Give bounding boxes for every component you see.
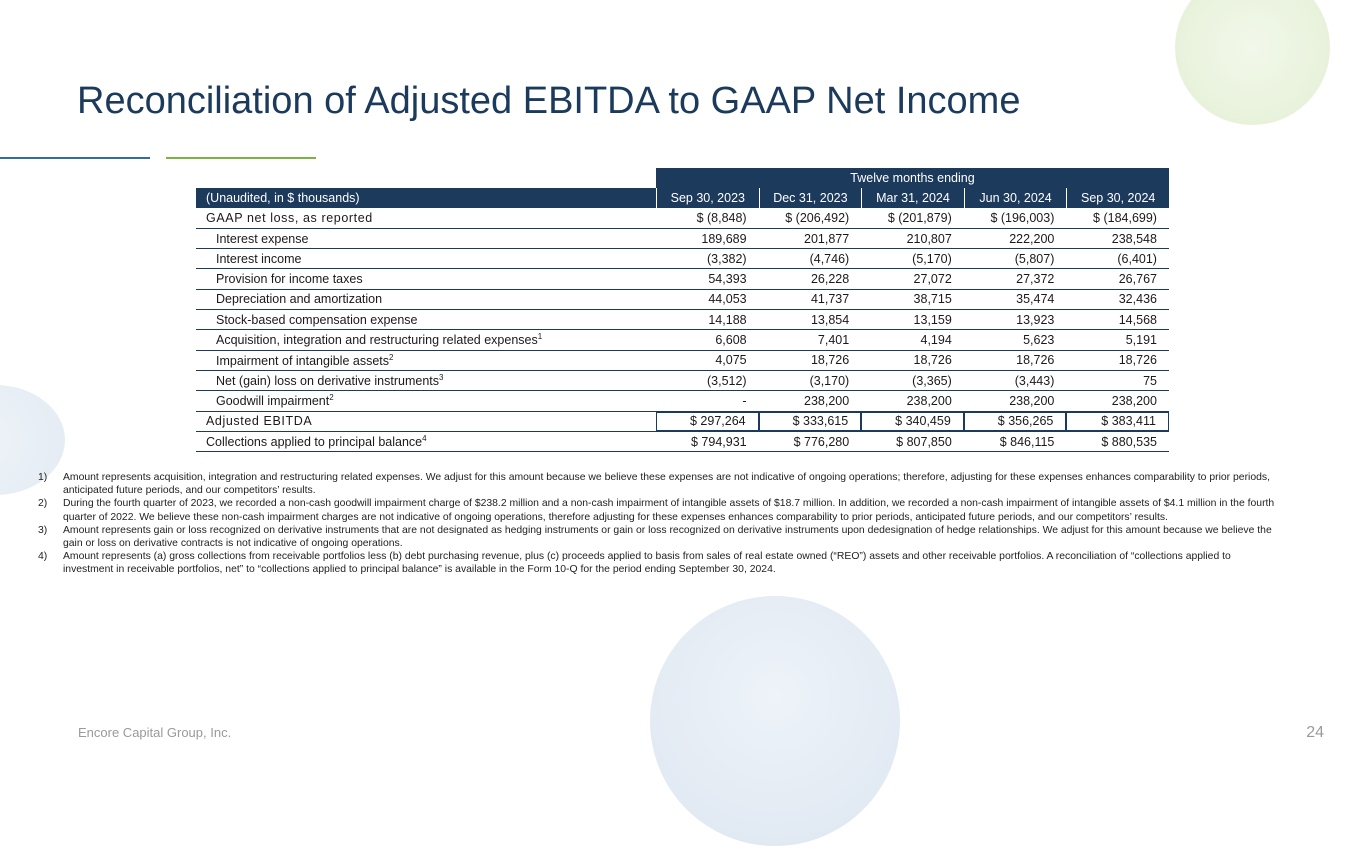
- table-cell: $ 846,115: [999, 434, 1055, 449]
- table-cell: 14,188: [708, 312, 747, 327]
- table-cell: 75: [1143, 373, 1157, 388]
- footnote: [38, 550, 1278, 576]
- table-row: [196, 249, 1169, 269]
- row-label-text: Provision for income taxes: [216, 272, 363, 287]
- row-label-text: Interest income: [216, 251, 302, 266]
- table-cell: (3,382): [706, 251, 747, 266]
- table-row: [196, 391, 1169, 411]
- footnotes: [38, 471, 1278, 577]
- row-label: [196, 332, 656, 347]
- title-underline-blue: [0, 157, 150, 159]
- column-header: Jun 30, 2024: [964, 188, 1067, 207]
- column-header: Dec 31, 2023: [759, 188, 862, 207]
- row-label-text: Goodwill impairment: [216, 394, 330, 409]
- footnote: [38, 497, 1278, 523]
- table-cell: 18,726: [810, 353, 850, 368]
- decorative-circle-bottom: [650, 596, 900, 846]
- row-label-text: Adjusted EBITDA: [206, 414, 313, 429]
- table-cell: $ 340,459: [861, 412, 964, 431]
- table-cell: 13,854: [810, 312, 850, 327]
- table-cell: (3,365): [912, 373, 952, 388]
- table-cell: 238,200: [906, 393, 952, 408]
- title-underline-green: [166, 157, 316, 159]
- table-cell: 238,548: [1111, 231, 1157, 246]
- table-cell: 238,200: [804, 393, 850, 408]
- table-cell: 27,072: [913, 272, 952, 287]
- table-cell: (3,512): [706, 373, 747, 388]
- table-cell: 26,228: [810, 272, 850, 287]
- table-cell: 238,200: [1111, 393, 1157, 408]
- table-cell: 210,807: [906, 231, 952, 246]
- table-row: [196, 229, 1169, 249]
- row-label: [196, 272, 656, 286]
- table-cell: 26,767: [1118, 272, 1157, 287]
- table-cell: $ 776,280: [793, 434, 850, 449]
- column-header: Sep 30, 2024: [1066, 188, 1169, 207]
- row-label: [196, 353, 656, 368]
- row-label-text: Net (gain) loss on derivative instruments: [216, 374, 440, 389]
- row-label: [196, 211, 656, 225]
- row-label-text: Depreciation and amortization: [216, 292, 383, 307]
- footnote-text: Amount represents gain or loss recognized on derivative instruments that are not designated as hedging instruments or gain or loss recognized on derivative instruments upon dedesignation of hedge relationships. We adjust for this amount because we believe the gain or loss on derivative contracts is not indicative of ongoing operations.: [63, 524, 1272, 550]
- row-label: [196, 414, 656, 428]
- row-label-text: Interest expense: [216, 231, 309, 246]
- footnote-ref: 3: [439, 373, 444, 383]
- table-row: [196, 371, 1169, 391]
- table-cell: (5,807): [1014, 251, 1055, 266]
- table-cell: $ 356,265: [964, 412, 1067, 431]
- row-label-text: Collections applied to principal balance: [206, 435, 423, 450]
- footnote-ref: 4: [422, 433, 427, 443]
- table-cell: 238,200: [1009, 393, 1055, 408]
- table-cell: 32,436: [1118, 292, 1157, 307]
- stub-header: (Unaudited, in $ thousands): [206, 190, 360, 205]
- table-cell: 44,053: [708, 292, 747, 307]
- table-cell: (3,170): [809, 373, 850, 388]
- table-cell: 35,474: [1016, 292, 1055, 307]
- table-cell: 14,568: [1118, 312, 1157, 327]
- table-cell: (5,170): [912, 251, 952, 266]
- footnote-ref: 2: [389, 352, 394, 362]
- table-cell: 5,623: [1023, 333, 1055, 348]
- table-cell: $ 383,411: [1066, 412, 1169, 431]
- row-label: [196, 373, 656, 388]
- footnote-text: Amount represents (a) gross collections from receivable portfolios less (b) debt purchasing revenue, plus (c) proceeds applied to basis from sales of real estate owned (“REO”) assets and other receivable portfolios. A reconciliation of “collections applied to investment in receivable portfolios, net” to “collections applied to principal balance” is available in the Form 10-Q for the period ending September 30, 2024.: [63, 551, 1231, 576]
- table-cell: 18,726: [1118, 353, 1157, 368]
- table-cell: 13,923: [1016, 312, 1055, 327]
- table-cell: 13,159: [913, 312, 952, 327]
- row-label: [196, 313, 656, 327]
- table-cell: 18,726: [913, 353, 952, 368]
- table-group-header-row: [196, 168, 1169, 188]
- table-cell: 4,194: [920, 333, 952, 348]
- row-label-text: GAAP net loss, as reported: [206, 211, 373, 226]
- row-label: [196, 393, 656, 408]
- row-label-text: Stock-based compensation expense: [216, 312, 418, 327]
- footnote-text: Amount represents acquisition, integration and restructuring related expenses. We adjust for this amount because we believe these expenses are not indicative of ongoing operations; therefore, adjusting for these expenses enhances comparability to prior periods, anticipated future periods, and our competitors’ results.: [63, 472, 1270, 497]
- table-row: [196, 310, 1169, 330]
- row-label: [196, 292, 656, 306]
- table-cell: $ 333,615: [759, 412, 862, 431]
- footnote-number: 2): [38, 498, 48, 510]
- table-cell: $ 807,850: [896, 434, 952, 449]
- row-label-text: Impairment of intangible assets: [216, 353, 390, 368]
- footnote: [38, 471, 1278, 497]
- page-title: Reconciliation of Adjusted EBITDA to GAAP Net Income: [77, 80, 1021, 122]
- footnote: [38, 524, 1278, 550]
- footnote-text: During the fourth quarter of 2023, we recorded a non-cash goodwill impairment charge of $238.2 million and a non-cash impairment of intangible assets of $18.7 million. In addition, we recorded a non-cash impairment of intangible assets of $4.1 million in the fourth quarter of 2022. We believe these non-cash impairment charges are not indicative of ongoing operations, therefore adjusting for these expenses enhances comparability to prior periods, anticipated future periods, and our competitors’ results.: [63, 498, 1275, 523]
- page-number: 24: [1306, 724, 1324, 741]
- table-cell: 27,372: [1016, 272, 1055, 287]
- footer-company: Encore Capital Group, Inc.: [78, 725, 232, 740]
- footnote-number: 3): [38, 524, 48, 536]
- column-header: Mar 31, 2024: [861, 188, 964, 207]
- table-cell: 54,393: [708, 272, 747, 287]
- table-cell: 38,715: [913, 292, 952, 307]
- row-label: [196, 434, 656, 449]
- table-cell: $ (201,879): [887, 211, 952, 226]
- table-header-row: [196, 188, 1169, 208]
- table-row: [196, 269, 1169, 289]
- footnote-number: 1): [38, 472, 48, 483]
- table-cell: -: [742, 393, 747, 408]
- table-cell: $ 880,535: [1101, 434, 1157, 449]
- table-cell: 7,401: [817, 333, 850, 348]
- footnote-number: 4): [38, 551, 48, 563]
- table-cell: $ (206,492): [785, 211, 850, 226]
- table-cell: 18,726: [1016, 353, 1055, 368]
- table-cell: (4,746): [809, 251, 850, 266]
- table-row: [196, 290, 1169, 310]
- row-label: [196, 252, 656, 266]
- table-cell: $ (196,003): [990, 211, 1055, 226]
- table-row: [196, 432, 1169, 452]
- table-row: [196, 351, 1169, 371]
- table-cell: 6,608: [715, 333, 747, 348]
- table-cell: (6,401): [1117, 251, 1157, 266]
- table-row: [196, 412, 1169, 432]
- table-row: [196, 209, 1169, 229]
- table-cell: $ (184,699): [1093, 211, 1157, 226]
- row-label-text: Acquisition, integration and restructuring related expenses: [216, 333, 538, 348]
- table-cell: 222,200: [1009, 231, 1055, 246]
- table-cell: 41,737: [810, 292, 850, 307]
- table-cell: 201,877: [804, 231, 850, 246]
- footnote-ref: 2: [329, 393, 334, 403]
- decorative-circle-green: [1175, 0, 1330, 125]
- footnote-ref: 1: [537, 332, 543, 342]
- table-row: [196, 330, 1169, 350]
- table-cell: (3,443): [1014, 373, 1055, 388]
- table-cell: 4,075: [715, 353, 747, 368]
- group-header: Twelve months ending: [656, 168, 1169, 188]
- table-cell: 189,689: [701, 231, 747, 246]
- column-header: Sep 30, 2023: [656, 188, 759, 207]
- row-label: [196, 232, 656, 246]
- table-cell: $ 297,264: [656, 412, 759, 431]
- table-cell: $ 794,931: [690, 434, 747, 449]
- table-cell: $ (8,848): [696, 211, 747, 226]
- reconciliation-table: [196, 168, 1169, 452]
- table-cell: 5,191: [1125, 333, 1157, 348]
